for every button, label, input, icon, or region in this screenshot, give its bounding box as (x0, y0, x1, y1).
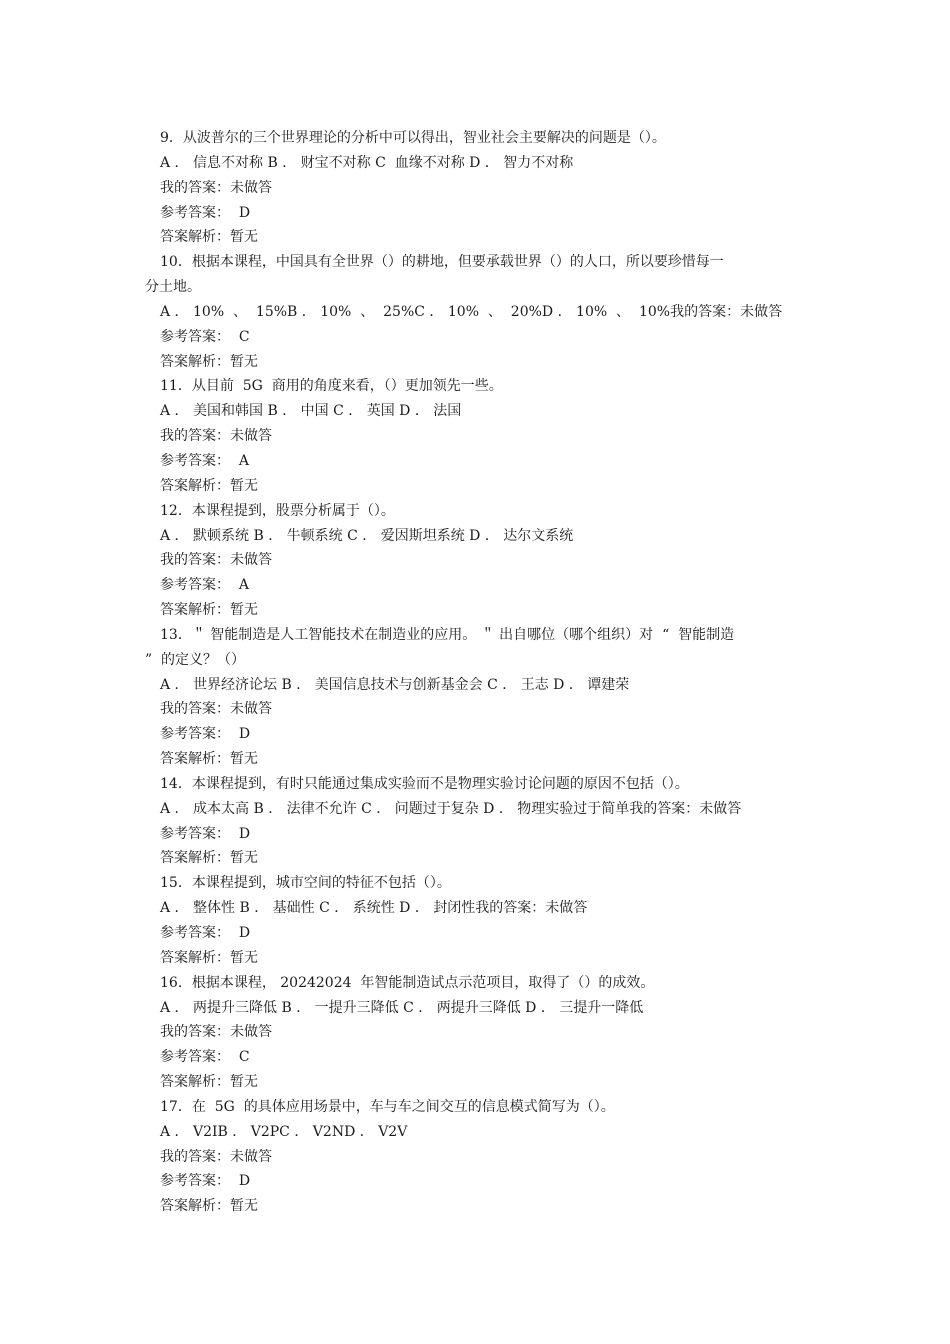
text-line: 16．根据本课程， 20242024 年智能制造试点示范项目，取得了（）的成效。 (160, 974, 655, 991)
text-line: 答案解析：暂无 (160, 353, 258, 370)
text-line: 参考答案： C (160, 1049, 250, 1066)
text-line: 参考答案： D (160, 204, 251, 221)
question-list (145, 126, 815, 1219)
text-line: 分土地。 (145, 279, 201, 296)
text-line: 参考答案： C (160, 328, 250, 345)
text-line: 15．本课程提到，城市空间的特征不包括（）。 (160, 875, 451, 892)
text-line: A ． 成本太高 B ． 法律不允许 C ． 问题过于复杂 D ． 物理实验过于简单我的答案：未做答 (160, 800, 742, 817)
text-line: 答案解析：暂无 (160, 949, 258, 966)
text-line: 答案解析：暂无 (160, 1074, 258, 1091)
text-line: 14．本课程提到，有时只能通过集成实验而不是物理实验讨论问题的原因不包括（）。 (160, 775, 689, 792)
text-line: A ． 两提升三降低 B ． 一提升三降低 C ． 两提升三降低 D ． 三提升一降低 (160, 999, 644, 1016)
text-line: 11．从目前 5G 商用的角度来看，（）更加领先一些。 (160, 378, 503, 395)
text-line: 我的答案：未做答 (160, 552, 272, 569)
text-line: ” 的定义？（） (145, 651, 246, 668)
text-line: A ． 默顿系统 B ． 牛顿系统 C ． 爱因斯坦系统 D ． 达尔文系统 (160, 527, 574, 544)
text-line: 答案解析：暂无 (160, 477, 258, 494)
text-line: 参考答案： A (160, 452, 250, 469)
text-line: A ． 世界经济论坛 B ． 美国信息技术与创新基金会 C ． 王志 D ． 谭建荣 (160, 676, 630, 693)
text-line: 参考答案： D (160, 925, 251, 941)
text-line: A ． 整体性 B ． 基础性 C ． 系统性 D ． 封闭性我的答案：未做答 (160, 900, 588, 917)
text-line: 9．从波普尔的三个世界理论的分析中可以得出，智业社会主要解决的问题是（）。 (160, 130, 666, 146)
text-line: 17．在 5G 的具体应用场景中，车与车之间交互的信息模式简写为（）。 (160, 1098, 615, 1115)
text-line: 答案解析：暂无 (160, 229, 258, 246)
text-line: 答案解析：暂无 (160, 850, 258, 867)
text-line: A ． V2IB ． V2PC ． V2ND ． V2V (160, 1123, 408, 1140)
text-line: 13．＂ 智能制造是人工智能技术在制造业的应用。 ＂ 出自哪位（哪个组织）对 “ 智能制造 (160, 626, 735, 643)
text-line: 答案解析：暂无 (160, 1198, 258, 1215)
text-line: 参考答案： D (160, 825, 251, 842)
text-line: 答案解析：暂无 (160, 602, 258, 619)
text-line: 参考答案： D (160, 1173, 251, 1190)
text-line: 10．根据本课程，中国具有全世界（）的耕地，但要承载世界（）的人口，所以要珍惜每一 (160, 254, 724, 271)
text-line: 参考答案： D (160, 726, 251, 743)
text-line: 我的答案：未做答 (160, 1024, 272, 1041)
text-line: A ． 10% 、 15%B ． 10% 、 25%C ． 10% 、 20%D ． 10% 、 10%我的答案：未做答 (160, 303, 783, 320)
text-line: 我的答案：未做答 (160, 428, 272, 445)
text-line: 我的答案：未做答 (160, 1148, 272, 1165)
text-line: A ． 信息不对称 B ． 财宝不对称 C 血缘不对称 D ． 智力不对称 (160, 154, 574, 171)
text-line: 12．本课程提到，股票分析属于（）。 (160, 502, 395, 519)
text-line: 答案解析：暂无 (160, 751, 258, 768)
text-line: A ． 美国和韩国 B ． 中国 C ． 英国 D ． 法国 (160, 403, 462, 420)
text-line: 参考答案： A (160, 577, 250, 594)
text-line: 我的答案：未做答 (160, 701, 272, 718)
text-line: 我的答案：未做答 (160, 179, 272, 196)
